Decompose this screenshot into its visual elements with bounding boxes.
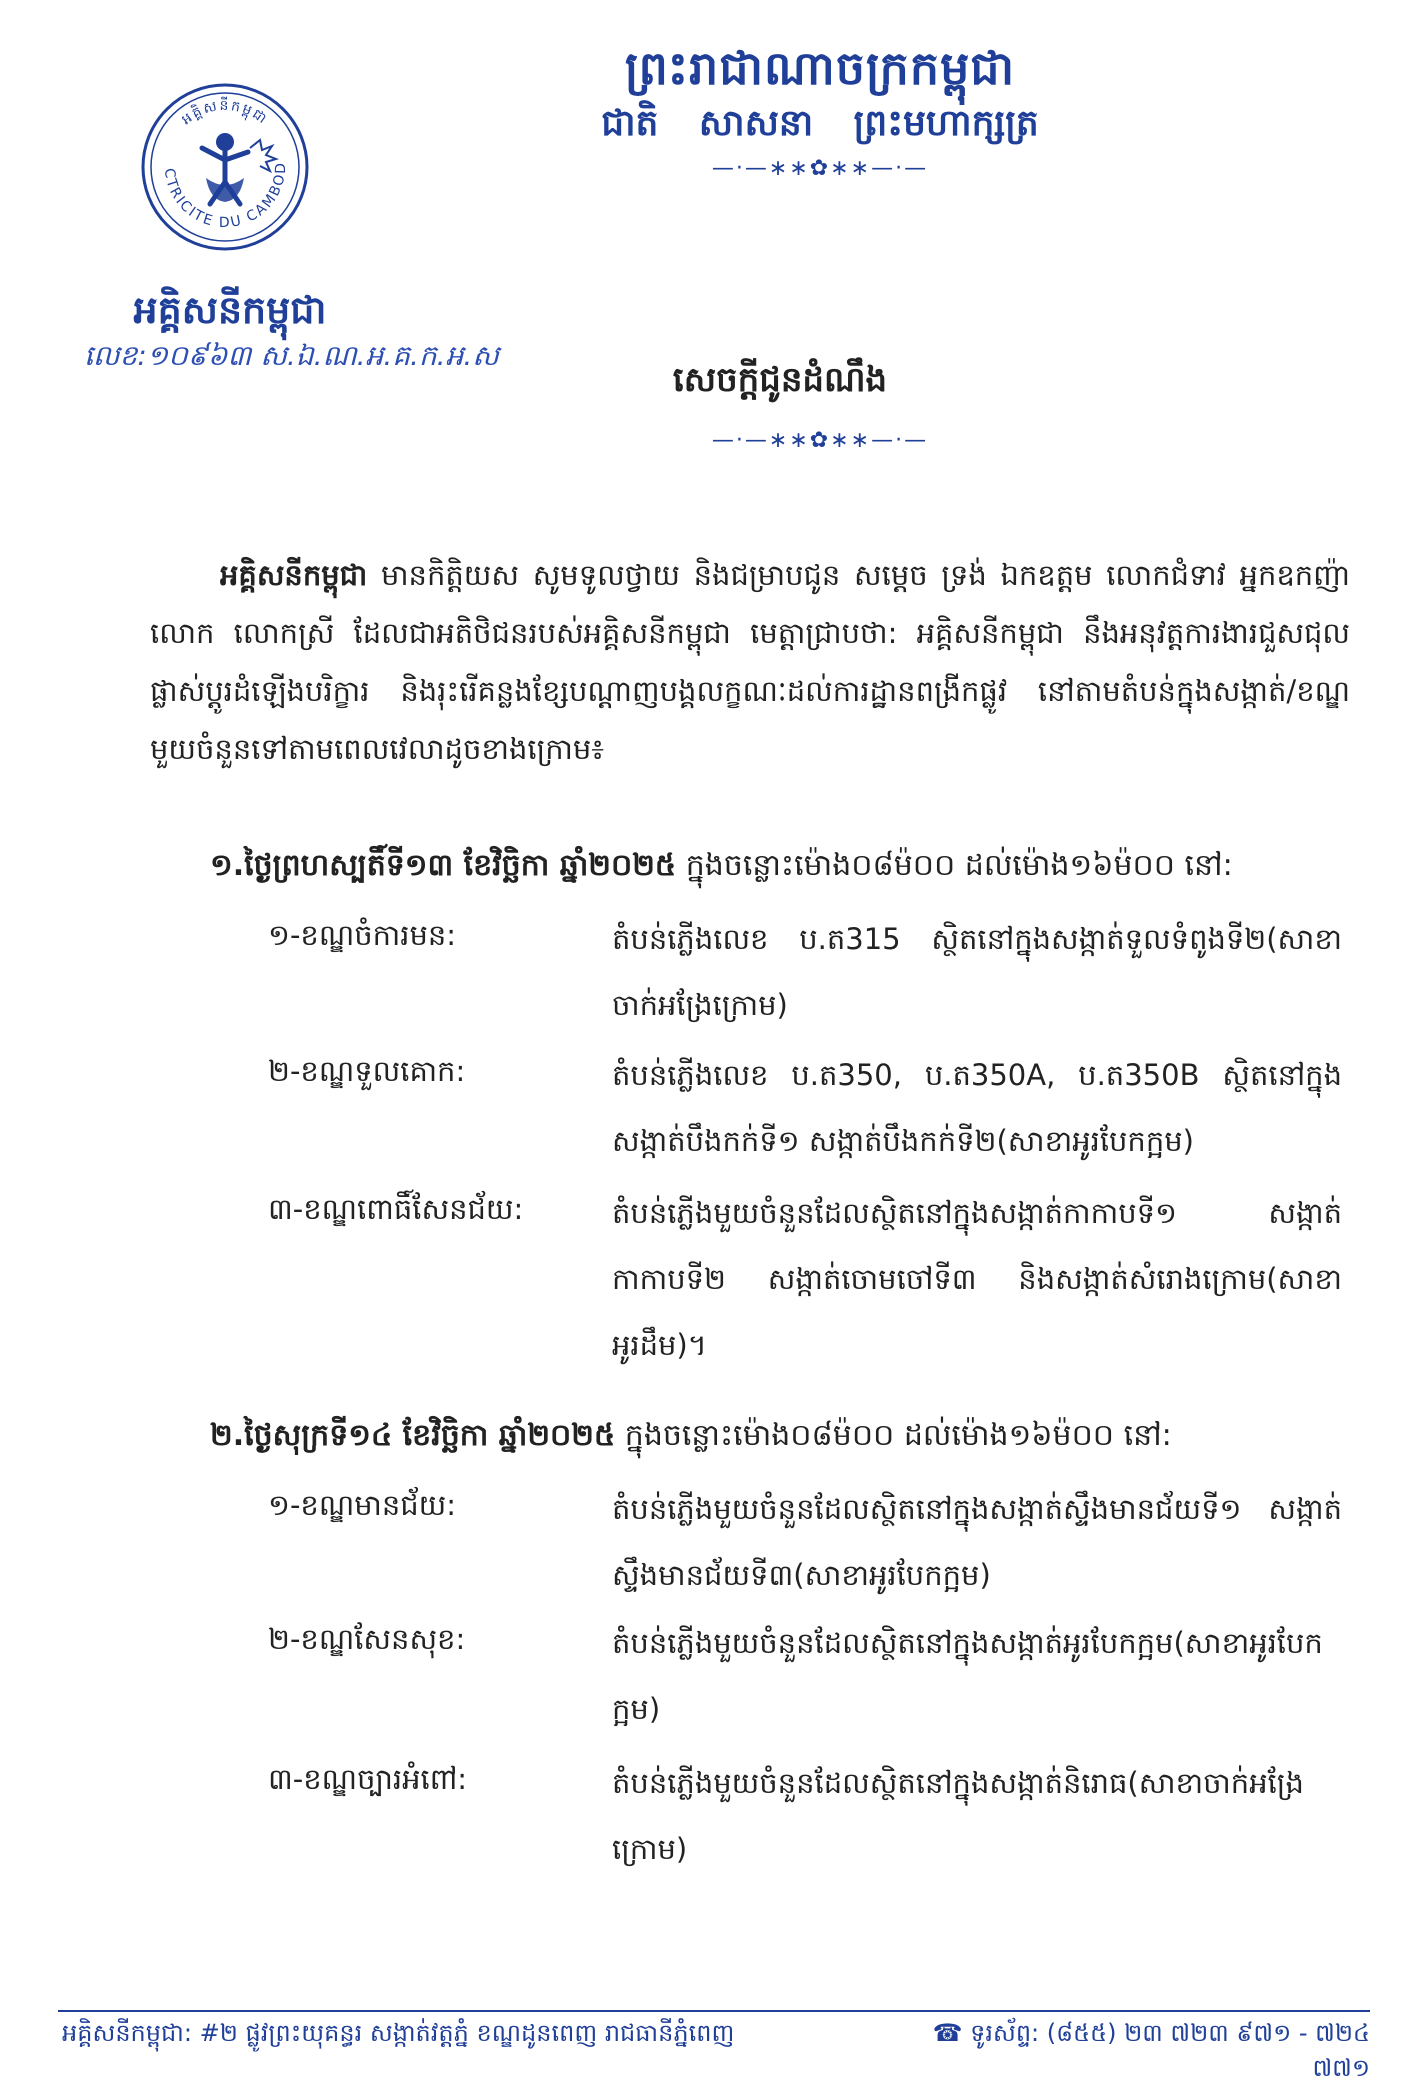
day-1-district-1: ១-ខណ្ឌចំការមន: bbox=[268, 918, 457, 952]
day-2-date: ២.ថ្ងៃសុក្រទី១៤ ខែវិច្ឆិកា ឆ្នាំ២០២៥ bbox=[210, 1418, 616, 1453]
day-2-description-1: តំបន់ភ្លើងមួយចំនួនដែលស្ថិតនៅក្នុងសង្កាត់ស្ទឹងមានជ័យទី១ សង្កាត់ស្ទឹងមានជ័យទី៣(សាខាអូរបែកក្អម) bbox=[612, 1492, 1342, 1592]
day-2-district-3: ៣-ខណ្ឌច្បារអំពៅ: bbox=[268, 1762, 468, 1796]
day-1-description-3: តំបន់ភ្លើងមួយចំនួនដែលស្ថិតនៅក្នុងសង្កាត់កាកាបទី១ សង្កាត់កាកាបទី២ សង្កាត់ចោមចៅទី៣ និងសង្កាត់សំរោងក្រោម(សាខាអូរដឹម)។ bbox=[612, 1196, 1342, 1362]
edc-seal-logo bbox=[140, 82, 310, 252]
day-1-description-1: តំបន់ភ្លើងលេខ ប.ត315 ស្ថិតនៅក្នុងសង្កាត់ទួលទំពូងទី២(សាខាចាក់អង្រែក្រោម) bbox=[612, 922, 1342, 1022]
kingdom-heading: ព្រះរាជាណាចក្រកម្ពុជា bbox=[624, 41, 1016, 95]
day-1-time: ក្នុងចន្លោះម៉ោង០៨ម៉០០ ដល់ម៉ោង១៦ម៉០០ នៅ: bbox=[676, 848, 1233, 883]
day-2-district-1: ១-ខណ្ឌមានជ័យ: bbox=[268, 1488, 457, 1522]
document-title: សេចក្តីជូនដំណឹង bbox=[672, 360, 888, 400]
intro-text: មានកិត្តិយស សូមទូលថ្វាយ និងជម្រាបជូន សម្តេច ទ្រង់ ឯកឧត្តម លោកជំទាវ អ្នកឧកញ៉ា លោក លោកស្រី ដែលជាអតិថិជនរបស់អគ្គិសនីកម្ពុជា មេត្តាជ្រាបថា: អគ្គិសនីកម្ពុជា នឹងអនុវត្តការងារជួសជុល ផ្លាស់ប្តូរដំឡើងបរិក្ខារ និងរុះរើគន្លងខ្សែបណ្តាញបង្គលក្ខណៈដល់ការដ្ឋានពង្រីកផ្លូវ នៅតាមតំបន់ក្នុងសង្កាត់/ខណ្ឌមួយចំនួនទៅតាមពេលវេលាដូចខាងក្រោម៖ bbox=[150, 558, 1350, 766]
day-2-description-2: តំបន់ភ្លើងមួយចំនួនដែលស្ថិតនៅក្នុងសង្កាត់អូរបែកក្អម(សាខាអូរបែកក្អម) bbox=[612, 1626, 1323, 1726]
day-1-district-2: ២-ខណ្ឌទួលគោក: bbox=[268, 1054, 466, 1088]
reference-number: លេខ:១០៩៦៣ ស.ឯ.ណ.អ.គ.ក.អ.ស bbox=[84, 339, 499, 372]
footer-address: អគ្គិសនីកម្ពុជា: #២ ផ្លូវព្រះយុគន្ធរ សង្កាត់វត្តភ្នំ ខណ្ឌដូនពេញ រាជធានីភ្នំពេញ bbox=[62, 2019, 735, 2047]
intro-bold-org: អគ្គិសនីកម្ពុជា bbox=[220, 558, 368, 592]
seal-icon bbox=[140, 82, 310, 252]
seal-khmer-text: អគ្គិសនីកម្ពុជា bbox=[178, 98, 271, 129]
day-2-description-3: តំបន់ភ្លើងមួយចំនួនដែលស្ថិតនៅក្នុងសង្កាត់និរោធ(សាខាចាក់អង្រែក្រោម) bbox=[612, 1766, 1304, 1866]
seal-text: CTRICITE DU CAMBOD bbox=[160, 161, 290, 232]
national-motto: ជាតិ សាសនា ព្រះមហាក្សត្រ bbox=[601, 103, 1039, 144]
title-ornament: —·—∗∗✿∗∗—·— bbox=[711, 428, 929, 453]
organization-name: អគ្គិសនីកម្ពុជា bbox=[133, 288, 327, 332]
day-2-time: ក្នុងចន្លោះម៉ោង០៨ម៉០០ ដល់ម៉ោង១៦ម៉០០ នៅ: bbox=[615, 1418, 1172, 1453]
day-1-heading bbox=[210, 846, 1310, 890]
day-2-heading bbox=[210, 1416, 1310, 1460]
day-2-district-2: ២-ខណ្ឌសែនសុខ: bbox=[268, 1622, 466, 1656]
footer-divider bbox=[58, 2010, 1370, 2012]
header-ornament: —·—∗∗✿∗∗—·— bbox=[711, 156, 929, 181]
intro-paragraph bbox=[150, 546, 1350, 778]
phone-icon: ☎ bbox=[932, 2019, 971, 2047]
day-1-description-2: តំបន់ភ្លើងលេខ ប.ត350, ប.ត350A, ប.ត350B ស្ថិតនៅក្នុងសង្កាត់បឹងកក់ទី១ សង្កាត់បឹងកក់ទី២(សាខាអូរបែកក្អម) bbox=[612, 1058, 1342, 1158]
footer-phone bbox=[930, 2018, 1370, 2088]
footer-phone-text: ទូរស័ព្ទ: (៨៥៥) ២៣ ៧២៣ ៩៧១ - ៧២៤ ៧៧១ bbox=[970, 2019, 1370, 2082]
day-1-district-3: ៣-ខណ្ឌពោធិ៍សែនជ័យ: bbox=[268, 1192, 524, 1226]
day-1-date: ១.ថ្ងៃព្រហស្បតិ៍ទី១៣ ខែវិច្ឆិកា ឆ្នាំ២០២៥ bbox=[210, 848, 677, 883]
